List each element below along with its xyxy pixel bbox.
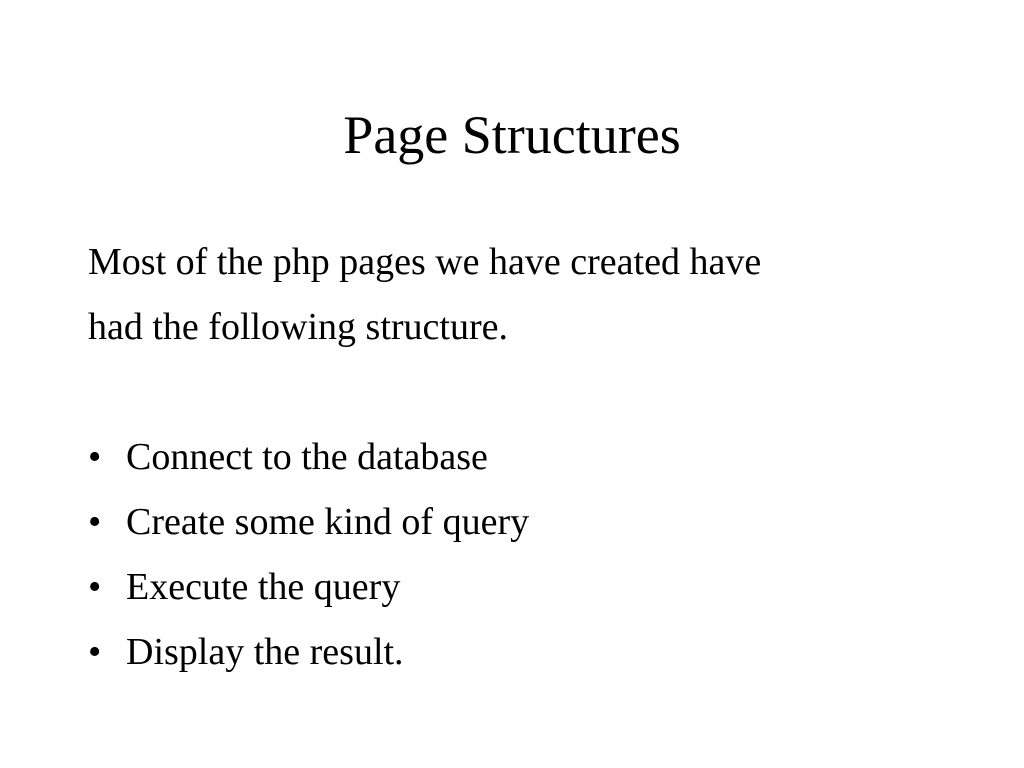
bullet-text: Connect to the database [126,436,488,478]
bullet-icon: • [88,501,102,543]
bullet-text: Create some kind of query [126,501,530,543]
bullet-list [88,425,968,685]
slide-body [88,230,968,685]
paragraph-line-1: Most of the php pages we have created have [88,241,762,283]
bullet-text: Execute the query [126,566,401,608]
bullet-item-create-query [88,490,968,555]
spacer [88,360,968,425]
bullet-item-display-result [88,620,968,685]
bullet-text: Display the result. [126,631,404,673]
bullet-item-connect [88,425,968,490]
bullet-icon: • [88,631,102,673]
bullet-icon: • [88,566,102,608]
bullet-item-execute-query [88,555,968,620]
paragraph-line-2: had the following structure. [88,306,509,348]
bullet-icon: • [88,436,102,478]
slide-title: Page Structures [343,105,681,165]
